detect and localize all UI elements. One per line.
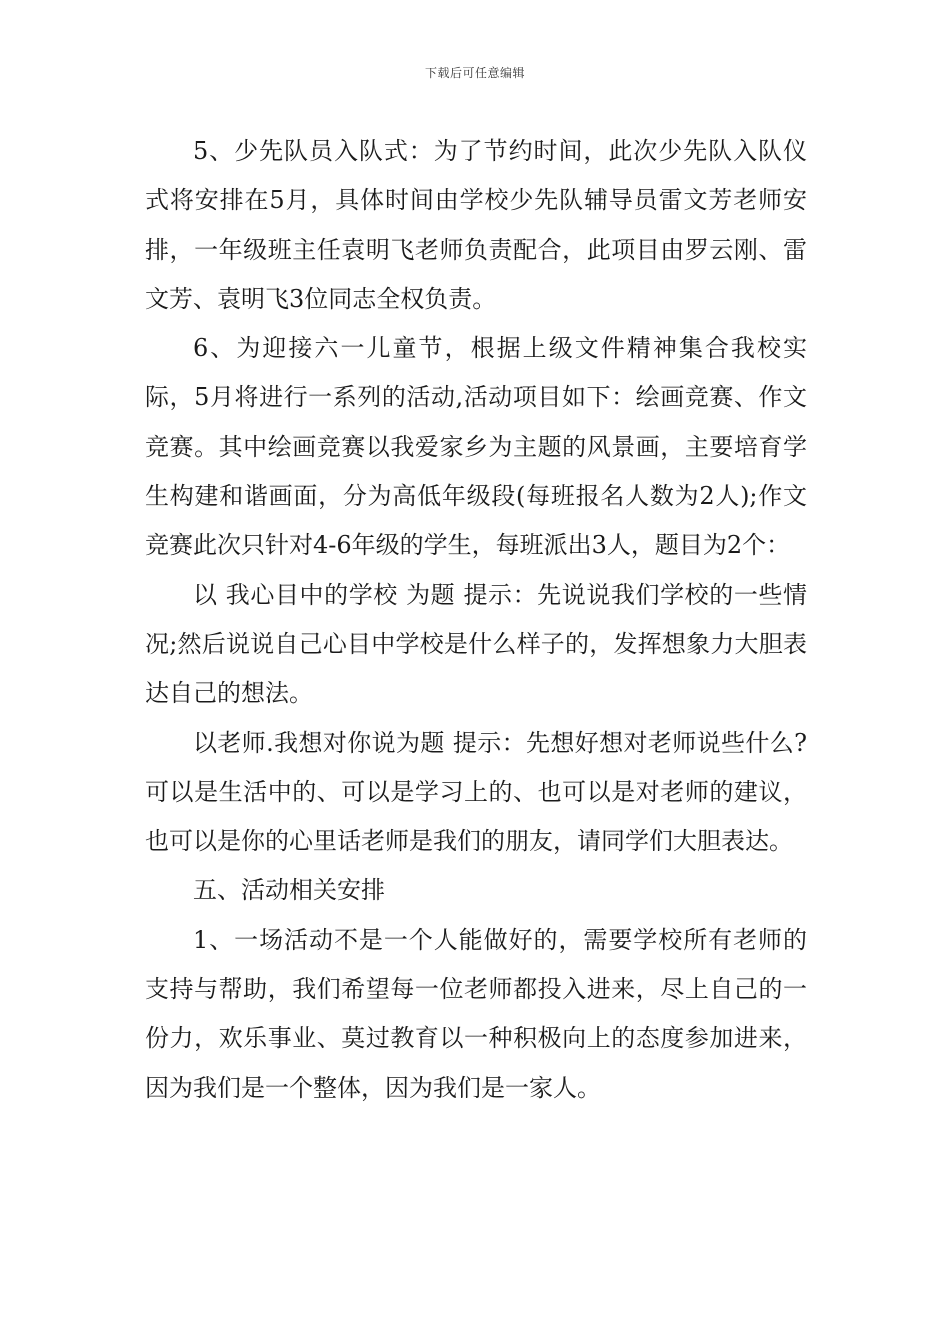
paragraph-item-5: 5、少先队员入队式：为了节约时间，此次少先队入队仪式将安排在5月，具体时间由学校少先队辅导员雷文芳老师安排，一年级班主任袁明飞老师负责配合，此项目由罗云刚、雷文芳、袁明飞3位同志全权负责。 — [145, 137, 807, 313]
page-header: 下载后可任意编辑 — [424, 66, 525, 80]
paragraph-topic-2: 以老师.我想对你说为题 提示：先想好想对老师说些什么?可以是生活中的、可以是学习上的、也可以是对老师的建议，也可以是你的心里话老师是我们的朋友，请同学们大胆表达。 — [145, 728, 807, 856]
paragraph-item-6: 6、为迎接六一儿童节，根据上级文件精神集合我校实际，5月将进行一系列的活动,活动项目如下：绘画竞赛、作文竞赛。其中绘画竞赛以我爱家乡为主题的风景画，主要培育学生构建和谐画面，分为高低年级段(每班报名人数为2人);作文竞赛此次只针对4-6年级的学生，每班派出3人，题目为2个： — [145, 334, 807, 560]
paragraph-topic-1: 以 我心目中的学校 为题 提示：先说说我们学校的一些情况;然后说说自己心目中学校是什么样子的，发挥想象力大胆表达自己的想法。 — [145, 580, 807, 708]
section-heading: 五、活动相关安排 — [193, 876, 385, 905]
paragraph-arrangement-1: 1、一场活动不是一个人能做好的，需要学校所有老师的支持与帮助，我们希望每一位老师都投入进来，尽上自己的一份力，欢乐事业、莫过教育以一种积极向上的态度参加进来，因为我们是一个整体，因为我们是一家人。 — [145, 925, 807, 1102]
document-body — [145, 127, 807, 1113]
